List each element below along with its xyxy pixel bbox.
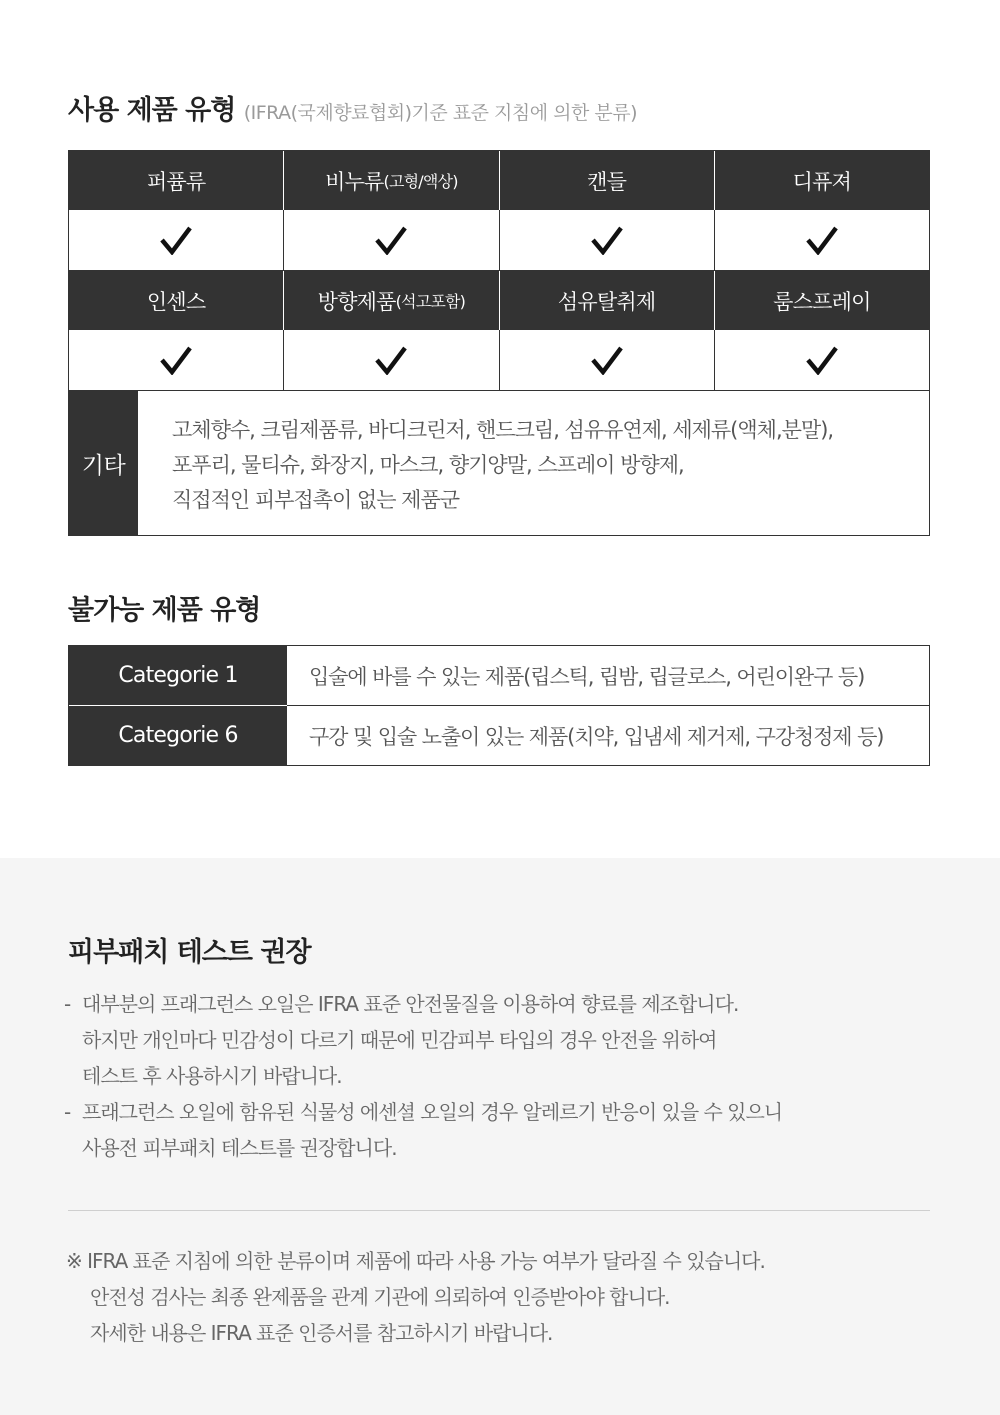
etc-row (69, 391, 929, 535)
category-label: Categorie 1 (69, 646, 287, 705)
check-cell (284, 210, 499, 271)
checkmark-icon (160, 345, 192, 375)
product-type-label: 룸스프레이 (773, 289, 871, 314)
list-item (64, 1094, 782, 1166)
product-type-diffuser (715, 151, 929, 210)
checkmark-icon (806, 225, 838, 255)
prohibited-table (68, 645, 930, 766)
check-cell (69, 330, 284, 391)
product-type-note: (고형/액상) (383, 172, 458, 191)
etc-line: 고체향수, 크림제품류, 바디크린저, 핸드크림, 섬유유연제, 세제류(액체,분말), (172, 418, 834, 442)
notes (66, 1243, 765, 1351)
check-cell (284, 330, 499, 391)
product-type-perfume (69, 151, 284, 210)
usage-subtitle: (IFRA(국제향료협회)기준 표준 지침에 의한 분류) (243, 102, 637, 124)
bullet-line: 프래그런스 오일에 함유된 식물성 에센셜 오일의 경우 알레르기 반응이 있을 수 있으니 (82, 1100, 783, 1124)
checkmark-icon (591, 225, 623, 255)
usage-header-row-2 (69, 271, 929, 330)
category-label: Categorie 6 (69, 705, 287, 765)
etc-label: 기타 (69, 391, 138, 535)
bullet-line: 대부분의 프래그런스 오일은 IFRA 표준 안전물질을 이용하여 향료를 제조합니다. (82, 992, 739, 1016)
patch-test-title: 피부패치 테스트 권장 (68, 937, 311, 968)
list-item (64, 986, 782, 1094)
usage-section-title (68, 88, 637, 127)
check-cell (500, 210, 715, 271)
note-line: 안전성 검사는 최종 완제품을 관계 기관에 의뢰하여 인증받아야 합니다. (90, 1285, 670, 1309)
note-line: 자세한 내용은 IFRA 표준 인증서를 참고하시기 바랍니다. (90, 1321, 553, 1345)
etc-line: 포푸리, 물티슈, 화장지, 마스크, 향기양말, 스프레이 방향제, (172, 453, 684, 477)
usage-check-row-1 (69, 210, 929, 271)
category-description: 구강 및 입술 노출이 있는 제품(치약, 입냄세 제거제, 구강청정제 등) (309, 724, 884, 749)
product-type-aroma (284, 271, 499, 330)
product-type-label: 퍼퓸류 (146, 169, 206, 194)
table-row (69, 705, 929, 765)
patch-test-bullets (64, 986, 782, 1166)
checkmark-icon (160, 225, 192, 255)
note-line: ※ IFRA 표준 지침에 의한 분류이며 제품에 따라 사용 가능 여부가 달라질 수 있습니다. (66, 1249, 765, 1273)
usage-check-row-2 (69, 330, 929, 391)
divider (68, 1210, 930, 1211)
bullet-dash: - (64, 992, 71, 1016)
check-cell (715, 330, 929, 391)
patch-test-section (0, 858, 1000, 1415)
checkmark-icon (375, 225, 407, 255)
product-type-soap (284, 151, 499, 210)
bullet-dash: - (64, 1100, 71, 1124)
checkmark-icon (806, 345, 838, 375)
product-type-label: 비누류 (325, 169, 384, 194)
bullet-line: 사용전 피부패치 테스트를 권장합니다. (82, 1136, 397, 1160)
category-description: 입술에 바를 수 있는 제품(립스틱, 립밤, 립글로스, 어린이완구 등) (309, 664, 865, 689)
prohibited-title: 불가능 제품 유형 (68, 595, 261, 626)
check-cell (500, 330, 715, 391)
product-type-room-spray (715, 271, 929, 330)
bullet-line: 테스트 후 사용하시기 바랍니다. (82, 1064, 342, 1088)
etc-line: 직접적인 피부접촉이 없는 제품군 (172, 488, 460, 512)
check-cell (715, 210, 929, 271)
product-type-incense (69, 271, 284, 330)
checkmark-icon (591, 345, 623, 375)
product-type-label: 캔들 (587, 169, 627, 194)
etc-description (138, 391, 929, 535)
product-type-candle (500, 151, 715, 210)
product-type-label: 인센스 (146, 289, 206, 314)
bullet-line: 하지만 개인마다 민감성이 다르기 때문에 민감피부 타입의 경우 안전을 위하여 (82, 1028, 717, 1052)
table-row (69, 646, 929, 705)
checkmark-icon (375, 345, 407, 375)
product-type-fabric-deodorizer (500, 271, 715, 330)
usage-grid (68, 150, 930, 536)
product-type-note: (석고포함) (395, 292, 466, 311)
usage-title: 사용 제품 유형 (68, 95, 236, 126)
usage-header-row-1 (69, 151, 929, 210)
check-cell (69, 210, 284, 271)
product-type-label: 방향제품 (317, 289, 396, 314)
product-type-label: 디퓨져 (792, 169, 852, 194)
product-type-label: 섬유탈취제 (557, 289, 656, 314)
